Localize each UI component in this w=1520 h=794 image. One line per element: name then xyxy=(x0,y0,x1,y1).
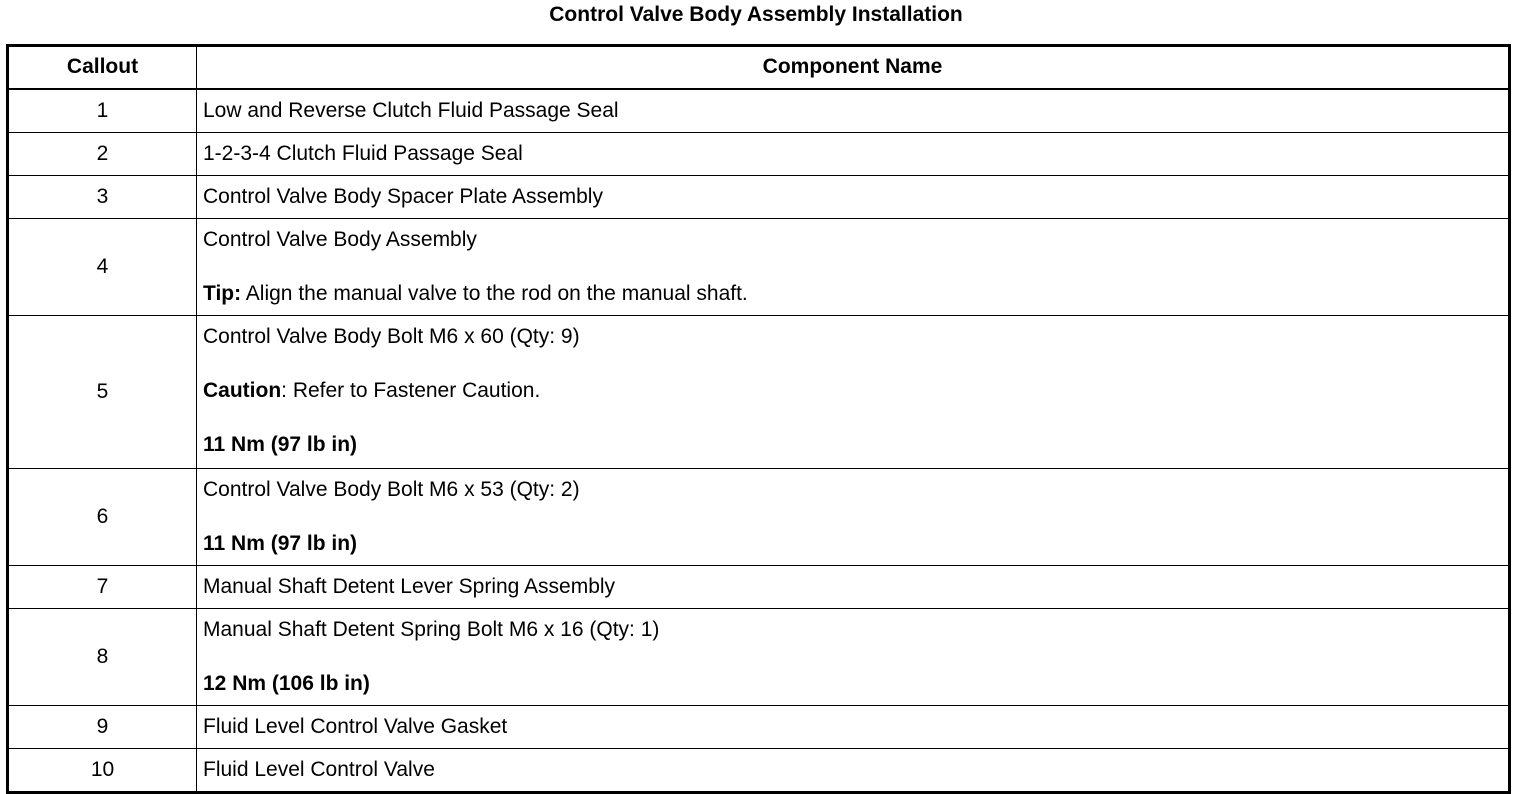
component-name: Control Valve Body Bolt M6 x 60 (Qty: 9) xyxy=(203,324,580,348)
component-name: Fluid Level Control Valve Gasket xyxy=(203,714,508,738)
component-name-cell xyxy=(197,218,1510,315)
torque-spec: 12 Nm (106 lb in) xyxy=(203,671,370,695)
caution-text: : Refer to Fastener Caution. xyxy=(281,378,541,402)
component-name: Manual Shaft Detent Lever Spring Assembly xyxy=(203,574,616,598)
tip-text: Align the manual valve to the rod on the manual shaft. xyxy=(241,281,748,305)
component-name: Low and Reverse Clutch Fluid Passage Seal xyxy=(203,98,619,122)
callout-cell: 10 xyxy=(8,748,197,792)
torque-spec: 11 Nm (97 lb in) xyxy=(203,531,358,555)
header-component-name: Component Name xyxy=(197,46,1510,89)
table-row xyxy=(8,608,1510,705)
table-row xyxy=(8,565,1510,608)
caution-label: Caution xyxy=(203,378,282,402)
table-row xyxy=(8,218,1510,315)
tip-note xyxy=(203,273,1502,315)
component-name-cell xyxy=(197,748,1510,792)
header-callout: Callout xyxy=(8,46,197,89)
page-title: Control Valve Body Assembly Installation xyxy=(549,3,963,26)
callout-cell: 4 xyxy=(8,218,197,315)
callout-cell: 1 xyxy=(8,89,197,133)
component-name-cell xyxy=(197,468,1510,565)
tip-label: Tip: xyxy=(203,281,242,305)
component-table xyxy=(6,44,1511,794)
table-row xyxy=(8,468,1510,565)
callout-cell: 2 xyxy=(8,132,197,175)
component-name: Fluid Level Control Valve xyxy=(203,757,435,781)
callout-cell: 3 xyxy=(8,175,197,218)
table-header-row xyxy=(8,46,1510,89)
component-name-cell xyxy=(197,705,1510,748)
component-name: Control Valve Body Spacer Plate Assembly xyxy=(203,184,603,208)
table-row xyxy=(8,175,1510,218)
component-name-cell xyxy=(197,565,1510,608)
component-name-cell xyxy=(197,89,1510,133)
table-row xyxy=(8,89,1510,133)
callout-cell: 8 xyxy=(8,608,197,705)
component-name-cell xyxy=(197,315,1510,468)
component-name-cell xyxy=(197,132,1510,175)
component-name: Control Valve Body Bolt M6 x 53 (Qty: 2) xyxy=(203,477,580,501)
callout-cell: 9 xyxy=(8,705,197,748)
component-name-cell xyxy=(197,608,1510,705)
callout-cell: 6 xyxy=(8,468,197,565)
table-row xyxy=(8,132,1510,175)
callout-cell: 7 xyxy=(8,565,197,608)
table-row xyxy=(8,748,1510,792)
component-name: Control Valve Body Assembly xyxy=(203,227,477,251)
table-row xyxy=(8,705,1510,748)
callout-cell: 5 xyxy=(8,315,197,468)
component-name: 1-2-3-4 Clutch Fluid Passage Seal xyxy=(203,141,523,165)
component-name-cell xyxy=(197,175,1510,218)
table-row xyxy=(8,315,1510,468)
component-name: Manual Shaft Detent Spring Bolt M6 x 16 (Qty: 1) xyxy=(203,617,660,641)
caution-note xyxy=(203,370,1502,412)
torque-spec: 11 Nm (97 lb in) xyxy=(203,432,358,456)
